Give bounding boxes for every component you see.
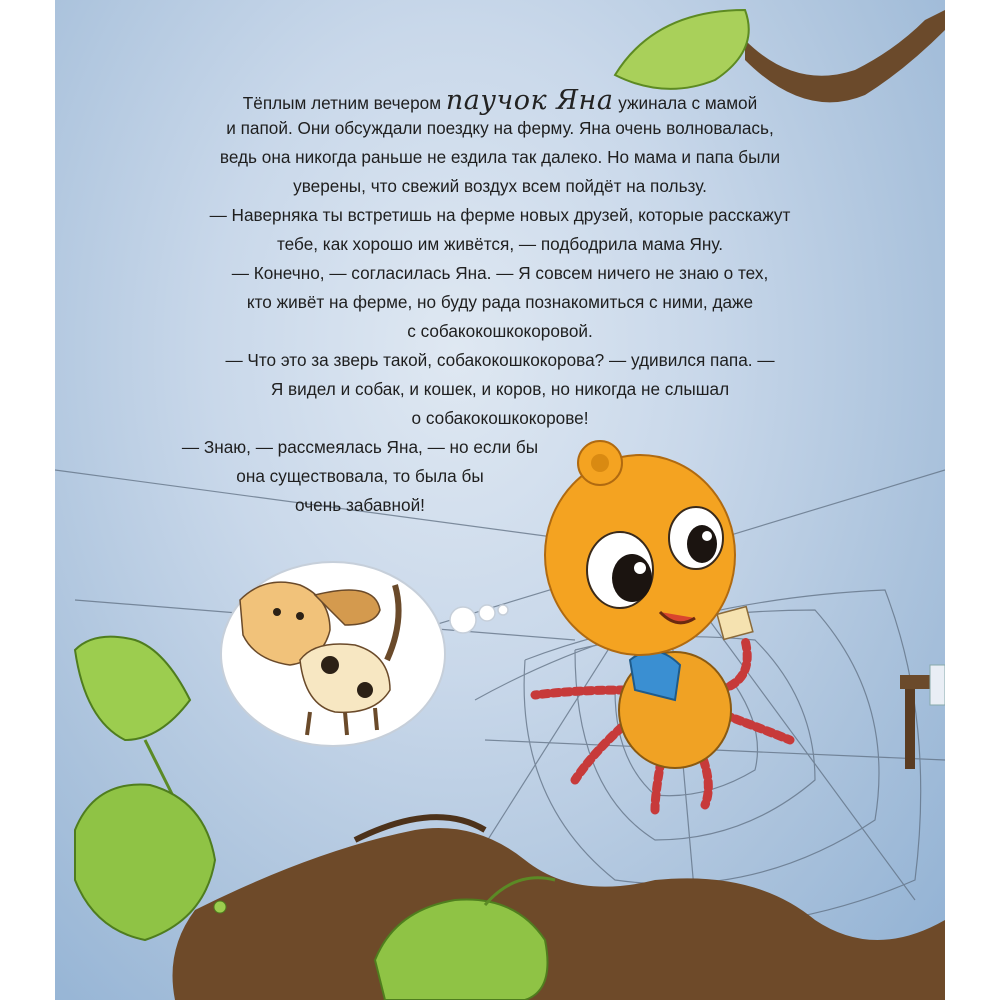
story-line-1 [55, 85, 945, 116]
story-line: тебе, как хорошо им живётся, — подбодрила мама Яну. [277, 234, 723, 254]
bug-icon [214, 901, 226, 913]
story-line-1-start: Тёплым летним вечером [242, 93, 446, 113]
story-line: кто живёт на ферме, но буду рада познакомиться с ними, даже [246, 292, 754, 312]
book-page [55, 0, 945, 1000]
bottom-branch [173, 817, 946, 1000]
story-line: и папой. Они обсуждали поездку на ферму. Яна очень волновалась, [226, 118, 774, 138]
story-line: Я видел и собак, и кошек, и коров, но никогда не слышал [270, 379, 730, 399]
story-line: — Наверняка ты встретишь на ферме новых друзей, которые расскажут [209, 205, 791, 225]
story-line: — Конечно, — согласилась Яна. — Я совсем ничего не знаю о тех, [231, 263, 769, 283]
story-line: с собакокошкокоровой. [407, 321, 593, 341]
story-line: — Что это за зверь такой, собакокошкокорова? — удивился папа. — [225, 350, 775, 370]
story-line: очень забавной! [295, 495, 425, 515]
character-name-heading: паучок Яна [445, 85, 614, 116]
story-line-1-end: ужинала с мамой [613, 93, 758, 113]
story-line: уверены, что свежий воздух всем пойдёт на пользу. [293, 176, 707, 196]
story-line: — Знаю, — рассмеялась Яна, — но если бы [181, 437, 539, 457]
thought-bubble [221, 562, 508, 746]
story-line: ведь она никогда раньше не ездила так далеко. Но мама и папа были [219, 147, 781, 167]
story-line: о собакокошкокорове! [411, 408, 589, 428]
top-branch [615, 10, 945, 102]
chair [900, 665, 945, 769]
story-line: она существовала, то была бы [236, 466, 484, 486]
